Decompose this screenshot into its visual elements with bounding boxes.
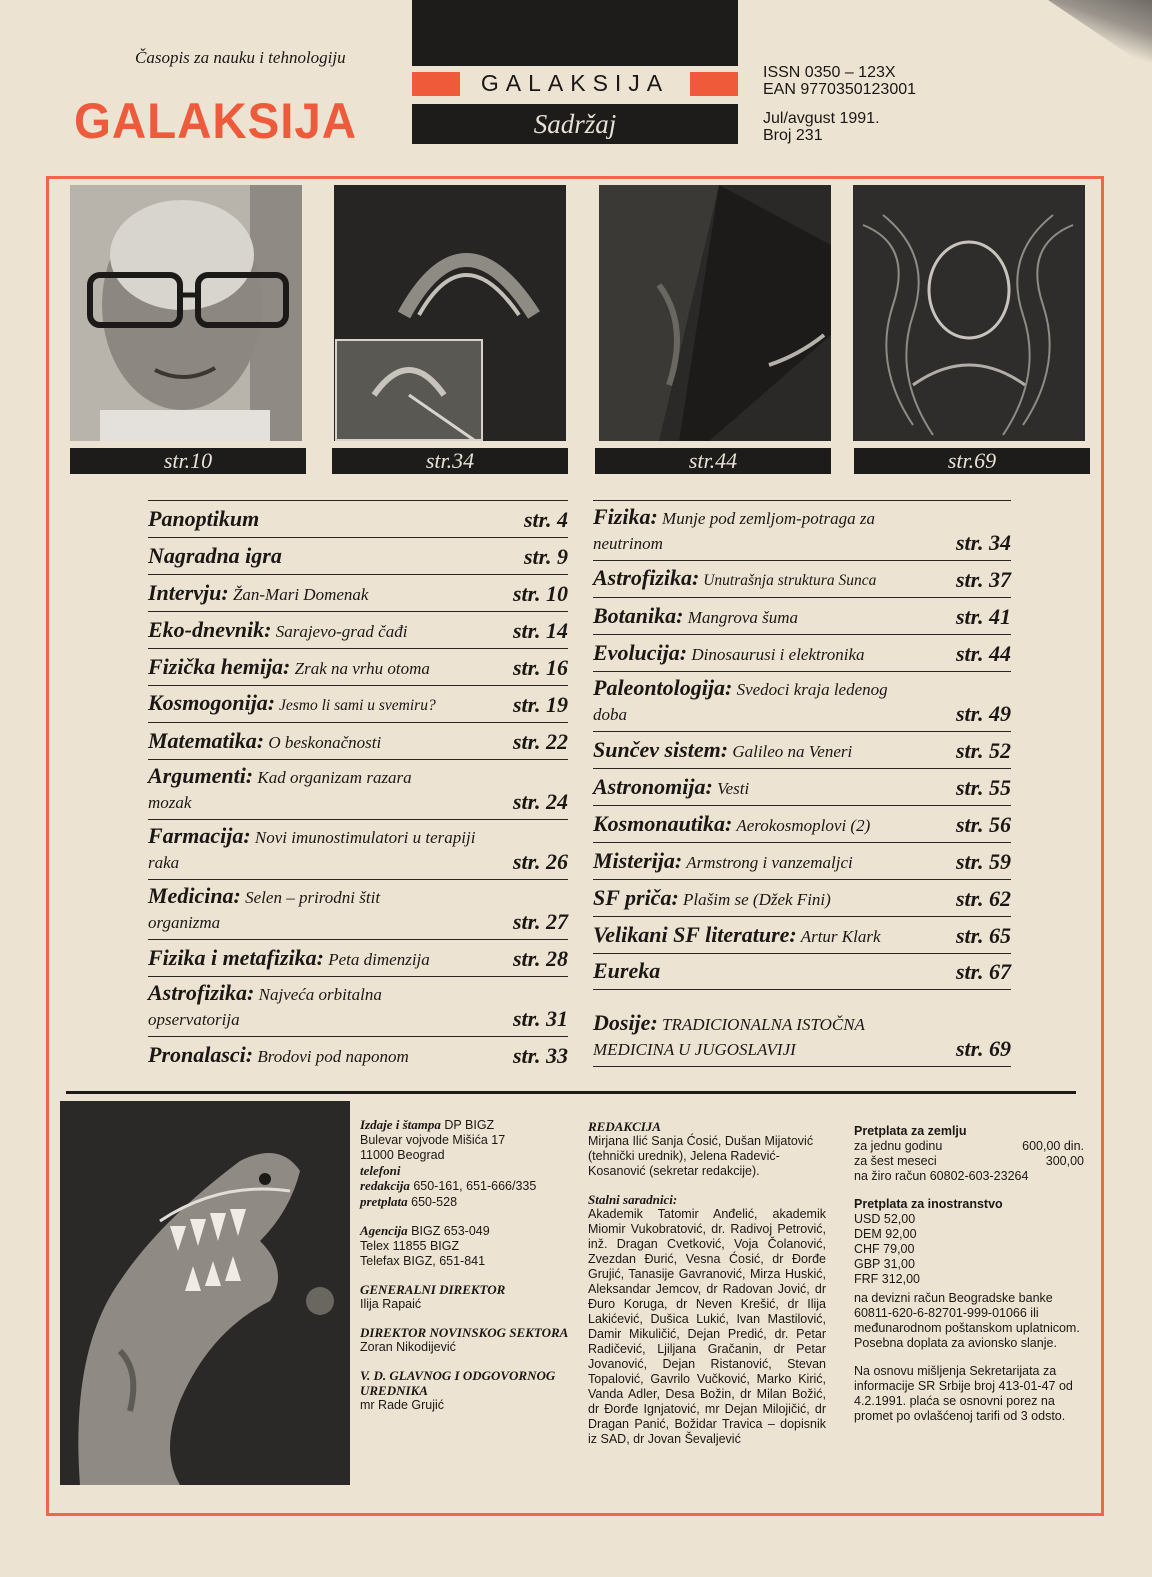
toc-page: str. 9 [523,544,568,569]
toc-page: str. 56 [955,812,1011,837]
toc-entry[interactable] [593,879,1011,916]
editor-in-chief-label: V. D. GLAVNOG I ODGOVORNOG UREDNIKA [360,1368,556,1398]
toc-page: str. 33 [512,1043,568,1068]
toc-title: Armstrong i vanzemaljci [686,853,853,872]
foreign-subscription-title: Pretplata za inostranstvo [854,1197,1003,1211]
redakcija-phone-label: redakcija [360,1178,410,1193]
toc-category: Fizika i metafizika: [148,945,324,970]
toc-entry[interactable] [593,916,1011,953]
toc-page: str. 14 [512,618,568,643]
toc-page: str. 49 [955,701,1011,726]
masthead-red-block-right [690,72,738,96]
toc-entry[interactable] [148,759,568,819]
currency-price: GBP 31,00 [854,1257,915,1271]
toc-entry[interactable] [148,537,568,574]
redakcija-phone-value: 650-161, 651-666/335 [413,1179,537,1193]
toc-page: str. 34 [955,530,1011,555]
subscription-info [854,1124,1084,1424]
photo-figure [853,185,1085,441]
toc-entry[interactable] [148,611,568,648]
toc-title: Selen – prirodni štit organizma [148,888,381,932]
toc-page: str. 28 [512,946,568,971]
toc-entry[interactable] [593,1005,1011,1067]
currency-price: USD 52,00 [854,1212,916,1226]
currency-price: DEM 92,00 [854,1227,917,1241]
ean: EAN 9770350123001 [763,81,917,98]
toc-category: SF priča: [593,885,679,910]
tunnel-image [334,185,566,441]
toc-page: str. 26 [512,849,568,874]
general-director-label: GENERALNI DIREKTOR [360,1282,506,1297]
toc-entry[interactable] [148,648,568,685]
toc-entry[interactable] [148,879,568,939]
toc-category: Velikani SF literature: [593,922,797,947]
toc-page: str. 16 [512,655,568,680]
toc-title: TRADICIONALNA ISTOČNA MEDICINA U JUGOSLAVIJI [593,1015,865,1059]
pretplata-phone-label: pretplata [360,1194,408,1209]
telefoni-label: telefoni [360,1163,401,1178]
issue-number: Broj 231 [763,127,823,144]
figure-image [853,185,1085,441]
news-director-label: DIREKTOR NOVINSKOG SEKTORA [360,1325,569,1340]
toc-title: Dinosaurusi i elektronika [691,645,865,664]
toc-entry[interactable] [148,685,568,722]
issn-block [763,64,916,98]
masthead-black-bar [412,0,738,66]
photo-tunnel [334,185,566,441]
toc-title: Sarajevo-grad čađi [275,622,408,641]
toc-title: Žan-Mari Domenak [232,585,369,604]
pretplata-phone-value: 650-528 [411,1195,458,1209]
contents-heading: Sadržaj [533,108,617,139]
toc-entry[interactable] [148,1036,568,1073]
toc-entry[interactable] [593,805,1011,842]
toc-entry[interactable] [593,671,1011,731]
toc-category: Fizička hemija: [148,654,291,679]
toc-page: str. 59 [955,849,1011,874]
toc-entry[interactable] [148,939,568,976]
toc-category: Astrofizika: [593,565,700,590]
photo-portrait [70,185,302,441]
dinosaur-image [60,1101,350,1485]
toc-title: Plašim se (Džek Fini) [683,890,831,909]
toc-page: str. 67 [955,959,1011,984]
toc-category: Fizika: [593,504,658,529]
izdaje-value: DP BIGZ [444,1118,495,1132]
toc-page: str. 52 [955,738,1011,763]
toc-category: Eko-dnevnik: [148,617,272,642]
publisher-info [360,1117,572,1426]
toc-title: Unutrašnja struktura Sunca [703,572,877,589]
contributors-list: Akademik Tatomir Anđelić, akademik Miomir Vukobratović, dr. Radivoj Petrović, inž. Dragan Cvetković, Voja Čolanović, Zvezdan Đurić, Vesna Ćosić, dr Đorđe Grujić, Tanasije Gavranović, Mirza Huskić, Aleksandar Jemcov, dr Radovan Jović, dr Đuro Koruga, dr Neven Krešić, dr Ilija Lakićević, Dušica Lukić, Ivan Mastilović, Damir Mikuličić, Dejan Predić, dr. Petar Radičević, Ljiljana Gračanin, dr Petar Jovanović, Dejan Ristanović, Stevan Topalović, Gavrilo Vučković, Marko Kirić, Vanda Adler, Desa Božin, dr Milan Božić, dr Đorđe Ignjatović, mr Dejan Milojičić, dr Dragan Panić, Božidar Travica – dopisnik iz SAD, dr Jovan Ševaljević [588,1207,826,1446]
toc-title: Galileo na Veneri [732,742,853,761]
toc-category: Misterija: [593,848,683,873]
masthead-name: GALAKSIJA [480,70,670,96]
address-line-2: 11000 Beograd [360,1148,445,1162]
toc-page: str. 24 [512,789,568,814]
address-line-1: Bulevar vojvode Mišića 17 [360,1133,506,1147]
toc-category: Matematika: [148,728,265,753]
currency-price: FRF 312,00 [854,1272,921,1286]
toc-page: str. 37 [955,567,1011,592]
toc-page: str. 69 [955,1036,1011,1061]
toc-category: Astronomija: [593,774,713,799]
photo-label-4: str.69 [854,448,1090,474]
toc-title: Kad organizam razara mozak [148,768,412,812]
photo-dark-scene [599,185,831,441]
masthead-contents-bar [412,104,738,144]
toc-category: Nagradna igra [148,543,282,568]
toc-entry[interactable] [593,953,1011,990]
magazine-logo: GALAKSIJA [74,93,358,149]
toc-category: Sunčev sistem: [593,737,729,762]
news-director-name: Zoran Nikodijević [360,1340,456,1354]
toc-page: str. 19 [512,692,568,717]
toc-title: Munje pod zemljom-potraga za neutrinom [593,509,876,553]
tagline: Časopis za nauku i tehnologiju [135,48,346,67]
issue-date: Jul/avgust 1991. [763,110,880,127]
toc-title: Peta dimenzija [328,950,430,969]
section-divider [66,1091,1076,1094]
toc-entry[interactable] [593,500,1011,560]
toc-title: Svedoci kraja ledenog doba [593,680,888,724]
toc-page: str. 44 [955,641,1011,666]
toc-title: Novi imunostimulatori u terapiji raka [148,828,476,872]
toc-page: str. 65 [955,923,1011,948]
toc-category: Argumenti: [148,763,254,788]
toc-page: str. 22 [512,729,568,754]
toc-category: Paleontologija: [593,675,733,700]
toc-entry[interactable] [148,574,568,611]
toc-entry[interactable] [593,768,1011,805]
toc-title: Najveća orbitalna opservatorija [148,985,382,1029]
toc-entry[interactable] [148,819,568,879]
toc-page: str. 62 [955,886,1011,911]
currency-price: CHF 79,00 [854,1242,915,1256]
toc-entry[interactable] [593,731,1011,768]
toc-category: Medicina: [148,883,241,908]
domestic-subscription-title: Pretplata za zemlju [854,1124,967,1138]
toc-category: Kosmogonija: [148,690,276,715]
toc-category: Dosije: [593,1010,658,1035]
toc-page: str. 41 [955,604,1011,629]
toc-category: Pronalasci: [148,1042,254,1067]
toc-category: Astrofizika: [148,980,255,1005]
telex: Telex 11855 BIGZ [360,1239,460,1253]
agencija-label: Agencija [360,1223,408,1238]
toc-entry[interactable] [148,722,568,759]
agencija-value: BIGZ 653-049 [411,1224,490,1238]
toc-entry[interactable] [593,842,1011,879]
toc-title: Artur Klark [800,927,881,946]
price-row: za jednu godinu 600,00 din. [854,1139,1084,1153]
editor-in-chief-name: mr Rade Grujić [360,1398,445,1412]
izdaje-label: Izdaje i štampa [360,1117,441,1132]
tax-note: Na osnovu mišljenja Sekretarijata za informacije SR Srbije broj 413-01-47 od 4.2.1991. plaća se osnovni porez na promet po ovlašćenoj tarifi od 3 odsto. [854,1364,1073,1423]
price-row: za šest meseci 300,00 [854,1154,1084,1168]
toc-title: O beskonačnosti [268,733,382,752]
issn: ISSN 0350 – 123X [763,64,896,81]
telefax: Telefax BIGZ, 651-841 [360,1254,486,1268]
editorial-label: REDAKCIJA [588,1119,661,1134]
toc-title: Aerokosmoplovi (2) [736,816,871,835]
toc-page: str. 10 [512,581,568,606]
portrait-image [70,185,302,441]
toc-title: Vesti [717,779,750,798]
toc-title: Mangrova šuma [687,608,799,627]
toc-entry[interactable] [593,560,1011,597]
foreign-account: na devizni račun Beogradske banke 60811-620-6-82701-999-01066 ili međunarodnom poštanskom uplatnicom. [854,1291,1080,1335]
domestic-account: na žiro račun 60802-603-23264 [854,1169,1029,1183]
toc-category: Intervju: [148,580,229,605]
toc-category: Kosmonautika: [593,811,733,836]
toc-title: Brodovi pod naponom [257,1047,409,1066]
editorial-info [588,1119,826,1460]
editorial-staff: Mirjana Ilić Sanja Ćosić, Dušan Mijatović (tehnički urednik), Jelena Radević-Kosanović (sekretar redakcije). [588,1134,814,1178]
toc-title: Zrak na vrhu otoma [294,659,430,678]
masthead-red-block-left [412,72,460,96]
toc-entry[interactable] [148,976,568,1036]
toc-entry[interactable] [593,634,1011,671]
toc-category: Farmacija: [148,823,251,848]
toc-entry[interactable] [148,500,568,537]
general-director-name: Ilija Rapaić [360,1297,422,1311]
toc-page: str. 4 [523,507,568,532]
toc-category: Panoptikum [148,506,260,531]
toc-page: str. 55 [955,775,1011,800]
toc-page: str. 31 [512,1006,568,1031]
page-corner-fold [1022,0,1152,70]
toc-category: Evolucija: [593,640,688,665]
issue-block [763,110,880,144]
dark-scene-image [599,185,831,441]
photo-dinosaur [60,1101,350,1485]
photo-label-2: str.34 [332,448,568,474]
photo-label-1: str.10 [70,448,306,474]
contributors-label: Stalni saradnici: [588,1192,678,1207]
photo-label-3: str.44 [595,448,831,474]
airmail-note: Posebna doplata za avionsko slanje. [854,1336,1057,1350]
toc-title: Jesmo li sami u svemiru? [279,697,436,714]
toc-page: str. 27 [512,909,568,934]
toc-category: Eureka [593,958,661,983]
toc-entry[interactable] [593,597,1011,634]
toc-category: Botanika: [593,603,684,628]
